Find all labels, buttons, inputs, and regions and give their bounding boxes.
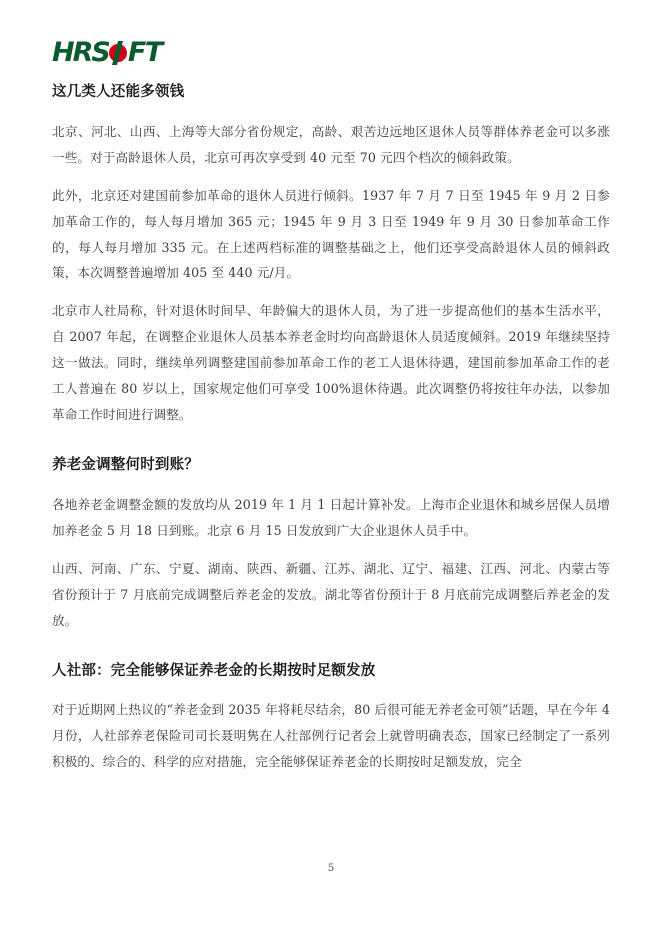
page-footer (0, 858, 662, 876)
paragraph: 北京市人社局称，针对退休时间早、年龄偏大的退休人员，为了进一步提高他们的基本生活水平，自 2007 年起，在调整企业退休人员基本养老金时均向高龄退休人员适度倾斜。2019 年继续坚持这一做法。同时，继续单列调整建国前参加革命工作的老工人退休待遇，建国前参加革命工作的老工人普遍在 80 岁以上，国家规定他们可享受 100%退休待遇。此次调整仍将按往年办法，以参加革命工作时间进行调整。 (52, 303, 610, 423)
section-heading-3: 人社部：完全能够保证养老金的长期按时足额发放 (52, 662, 376, 679)
logo-o-sphere-icon (108, 42, 129, 64)
document-body (52, 82, 610, 775)
hrsoft-logo (52, 36, 162, 68)
logo-wordmark (52, 36, 162, 68)
page-number: 5 (327, 862, 335, 874)
section-heading-2: 养老金调整何时到账？ (52, 457, 199, 474)
section-heading-1: 这几类人还能多领钱 (52, 84, 185, 100)
paragraph: 对于近期网上热议的“养老金到 2035 年将耗尽结余，80 后很可能无养老金可领”话题，早在今年 4 月份，人社部养老保险司司长聂明隽在人社部例行记者会上就曾明确表态，国家已经制定了一系列积极的、综合的、科学的应对措施，完全能够保证养老金的长期按时足额发放，完全 (52, 702, 610, 770)
paragraph: 此外，北京还对建国前参加革命的退休人员进行倾斜。1937 年 7 月 7 日至 1945 年 9 月 2 日参加革命工作的，每人每月增加 365 元；1945 年 9 月 3 日至 1949 年 9 月 30 日参加革命工作的，每人每月增加 335 元。在上述两档标准的调整基础之上，他们还享受高龄退休人员的倾斜政策，本次调整普遍增加 405 至 440 元/月。 (52, 187, 610, 281)
paragraph: 山西、河南、广东、宁夏、湖南、陕西、新疆、江苏、湖北、辽宁、福建、江西、河北、内蒙古等省份预计于 7 月底前完成调整后养老金的发放。湖北等省份预计于 8 月底前完成调整后养老金的发放。 (52, 560, 610, 628)
paragraph: 北京、河北、山西、上海等大部分省份规定，高龄、艰苦边远地区退休人员等群体养老金可以多涨一些。对于高龄退休人员，北京可再次享受到 40 元至 70 元四个档次的倾斜政策。 (52, 123, 610, 165)
paragraph: 各地养老金调整金额的发放均从 2019 年 1 月 1 日起计算补发。上海市企业退休和城乡居保人员增加养老金 5 月 18 日到账。北京 6 月 15 日发放到广大企业退休人员手中。 (52, 496, 610, 538)
logo-text-ft: FT (127, 36, 162, 68)
logo-text-hrs: HRS (52, 36, 109, 68)
